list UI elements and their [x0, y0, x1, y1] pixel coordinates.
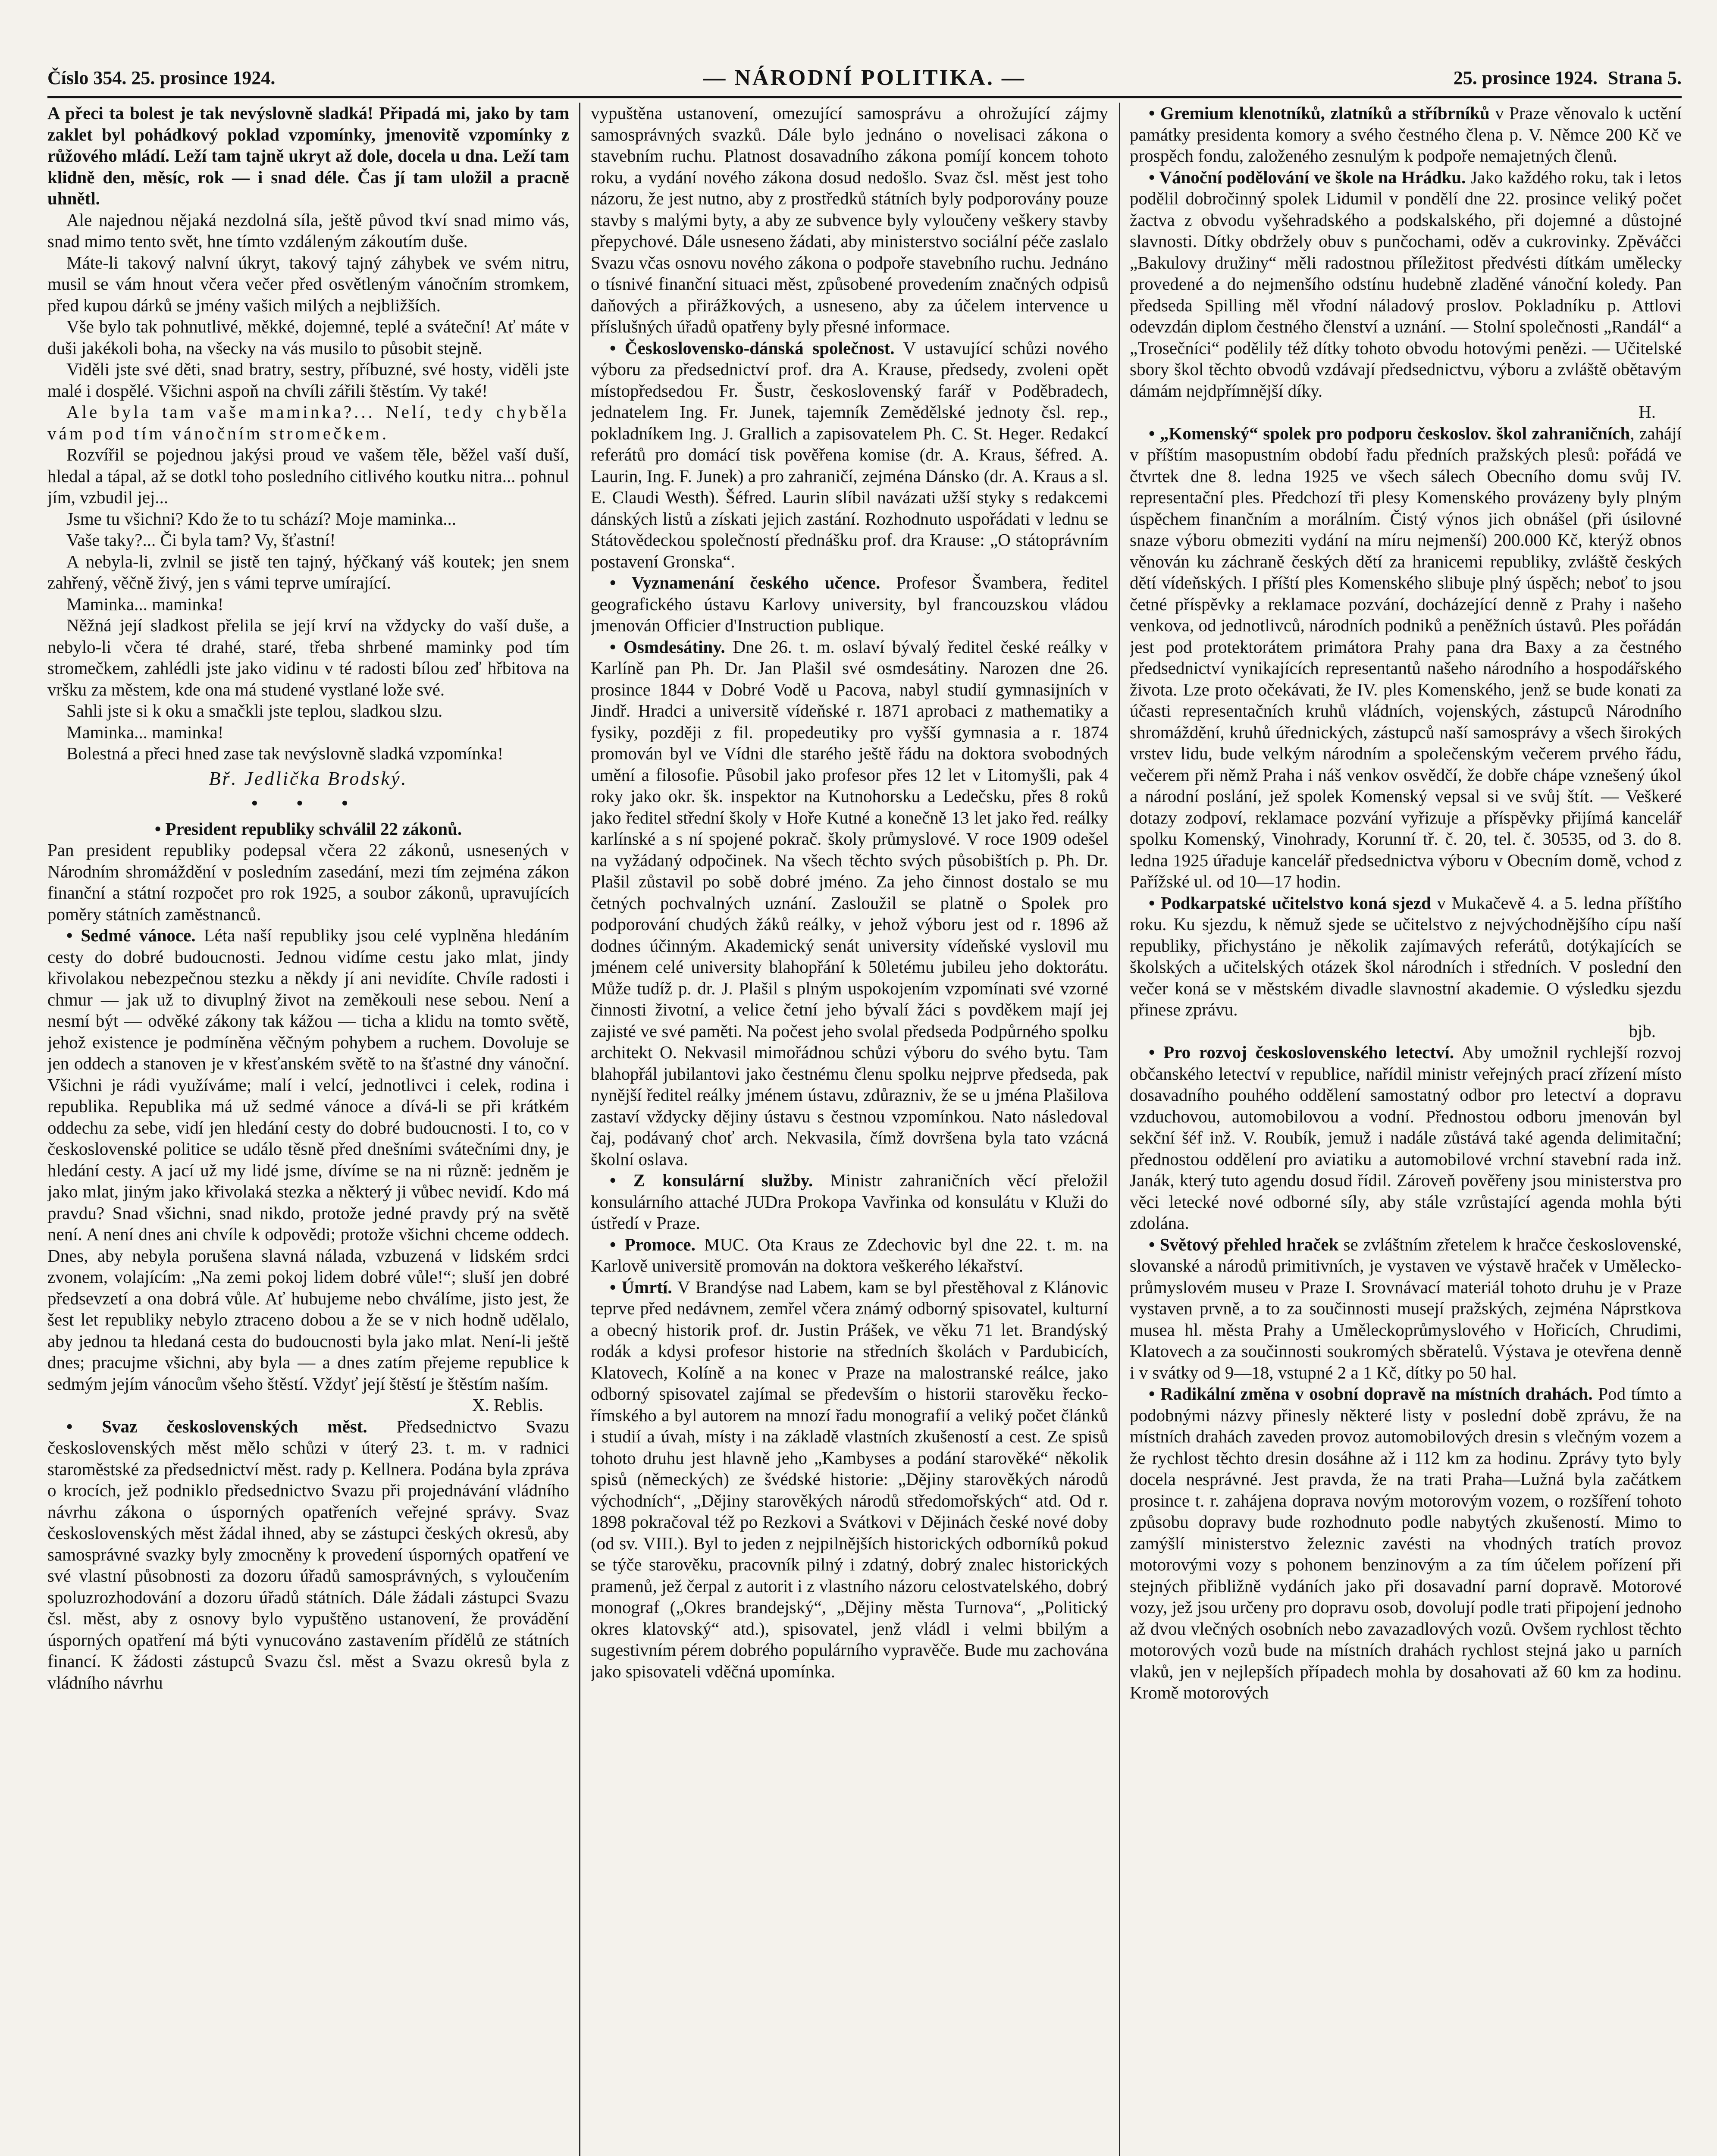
feuilleton-paragraph: Maminka... maminka! [66, 722, 224, 742]
article [1130, 1042, 1682, 1234]
feuilleton-paragraph: Maminka... maminka! [66, 594, 224, 614]
article-body: Pan president republiky podepsal včera 22 zákonů, usnesených v Národním shromáždění v posledním zasedání, mezi tím zejména zákon finanční a státní rozpočet pro rok 1925, a soubor zákonů, upravujících poměry státních zaměstnanců. [47, 840, 569, 924]
feuilleton-paragraph: Ale najednou nějaká nezdolná síla, ještě původ tkví snad mimo vás, snad mimo tento svět, hne tímto vzdáleným zákoutím duše. [47, 210, 569, 251]
feuilleton-author: Bř. Jedlička Brodský. [209, 768, 408, 789]
article [591, 1234, 1108, 1277]
feuilleton-paragraph: Vše bylo tak pohnutlivé, měkké, dojemné, teplé a sváteční! Ať máte v duši jakékoli boha, na všecky na vás musilo to působit stejně. [47, 317, 569, 358]
column-2 [591, 103, 1108, 2156]
article-body: Pod tímto a podobnými názvy přinesly některé listy v poslední době zprávu, že na místních drahách zaveden provoz automobilových dresin s vlečným vozem a že rychlost těchto dresin dosáhne až i 112 km za hodinu. Zprávy tyto byly docela nesprávné. Jest pravda, že na trati Praha—Lužná byla začátkem prosince t. r. zahájena doprava novým motorovým vozem, o rozšíření tohoto způsobu dopravy bude rozhodnuto podle nabytých zkušeností. Mimo to zamýšlí ministerstvo železnic zavésti na vhodných tratích provoz motorovými vozy s pohonem benzinovým a za tím účelem pořízení při stejných přibližně vydáních jako při dosavadní parní dopravě. Motorové vozy, jež jsou určeny pro dopravu osob, dovolují podle trati připojení jednoho až dvou vlečných osobních nebo zavazadlových vozů. Ovšem rychlost těchto motorových vozů bude na místních drahách rychlost stejná jako u parních vlaků, jen v nejlepších případech mohla by dosahovati až 60 km za hodinu. Kromě motorových [1130, 1384, 1682, 1702]
article-headline: Z konsulární služby. [633, 1170, 813, 1190]
article-body: V ustavující schůzi nového výboru za předsednictví prof. dra A. Krause, předsedy, zvoleni opět místopředsedou Fr. Šustr, československý farář v Poděbradech, jednatelem Ing. Fr. Junek, tajemník Zemědělské jednoty čsl. rep., pokladníkem Ing. J. Grallich a zapisovatelem Ph. C. St. Heger. Redakcí referátů pro domácí tisk pověřena komise (dr. A. Kraus, šéfred. A. Laurin, Ing. F. Junek) a pro zahraničí, zejména Dánsko (dr. A. Kraus a sl. E. Claudi Westh). Šéfred. Laurin slíbil navázati užší styky s redakcemi dánských listů a získati jejich zastání. Rozhodnuto uspořádati v lednu se Státovědeckou společností přednášku prof. dra Krause: „O státoprávním postavení Gronska“. [591, 338, 1108, 571]
column-3 [1130, 103, 1682, 2156]
page-number: Strana 5. [1607, 67, 1682, 88]
issue-number-and-date: Číslo 354. 25. prosince 1924. [47, 67, 276, 88]
article-headline: Vyznamenání českého učence. [631, 573, 880, 592]
feuilleton-paragraph: Sahli jste si k oku a smačkli jste teplou, sladkou slzu. [66, 701, 443, 721]
section-separator: • • • [251, 793, 365, 813]
article-body: MUC. Ota Kraus ze Zdechovic byl dne 22. t. m. na Karlově universitě promován na doktora veškerého lékařství. [591, 1234, 1108, 1275]
feuilleton-paragraph: A přeci ta bolest je tak nevýslovně sladká! Připadá mi, jako by tam zaklet byl pohádkový poklad vzpomínky, jmenovitě vzpomínky z růžového mládí. Leží tam tajně ukryt až dole, docela u dna. Leží tam klidně den, měsíc, rok — i snad déle. Čas jí tam uložil a pracně uhnětl. [47, 103, 569, 208]
column-1 [47, 103, 569, 2156]
article-headline: Podkarpatské učitelstvo koná sjezd [1161, 893, 1431, 913]
article [591, 636, 1108, 1170]
article-body: Aby umožnil rychlejší rozvoj občanského letectví v republice, nařídil ministr veřejných prací zřízení místo dosavadního pouhého oddělení samostatný odbor pro letectví a dopravu vzduchovou, automobilovou a vodní. Přednostou odboru jmenován byl sekční šéf inž. V. Roubík, jemuž i nadále zůstává také agenda delimitační; přednostou oddělení pro aviatiku a automobilové vrchní stavební rada inž. Janák, který tuto agendu dosud řídil. Zároveň pověřeny jsou ministerstva pro věci letecké nové odborné síly, aby stále vzrůstající agenda mohla býti zdolána. [1130, 1042, 1682, 1233]
article [1130, 1383, 1682, 1704]
article [1130, 1234, 1682, 1384]
article-author: X. Reblis. [472, 1395, 543, 1415]
article-author: bjb. [1629, 1021, 1656, 1041]
article [591, 572, 1108, 636]
article-body: Předsednictvo Svazu československých měst mělo schůzi v úterý 23. t. m. v radnici staroměstské za předsednictví měst. rady p. Kellnera. Podána byla zpráva o krocích, jež podniklo předsednictvo Svazu při projednávání vládního návrhu zákona o úsporných opatřeních veřejné správy. Svaz československých měst žádal ihned, aby se zástupci českých okresů, aby samosprávné svazky byly zmocněny k provedení úsporných opatření ve své vlastní působnosti za dozoru úřadů samosprávných, s vyloučením spoluzrozhodování a dozoru úřadů státních. Dále žádali zástupci Svazu čsl. měst, aby z osnovy bylo vypuštěno ustanovení, že provádění úsporných opatření má býti vynucováno zastavením přídělů ze státních financí. K žádosti zástupců Svazu čsl. měst a Svazu okresů byla z vládního návrhu [47, 1416, 569, 1692]
article-headline: Promoce. [624, 1234, 696, 1254]
article [47, 925, 569, 1395]
article-body: Jako každého roku, tak i letos podělil dobročinný spolek Lidumil v pondělí dne 22. prosince veliký počet žactva z obvodu vyšehradského a podskalského, při dojemné a důstojné slavnosti. Dítky obdržely obuv s punčochami, oděv a cukrovinky. Zpěváčci „Bakulovy družiny“ měli radostnou příležitost předvésti dítkám umělecky provedené a do nejmenšího odstínu hudebně zladěné vánoční koledy. Pan předseda Spilling měl vřodní náladový proslov. Pokladníku p. Attlovi odevzdán diplom čestného členství a uznání. — Stolní společnosti „Randál“ a „Trosečníci“ podělily též dítky tohoto obvodu hotovými penězi. — Učitelské sbory škol těchto obvodů vzdávají předsednictvu, výboru a zvláště obětavým dámám nejdpřímnější díky. [1130, 167, 1682, 401]
article-body: V Brandýse nad Labem, kam se byl přestěhoval z Klánovic teprve před nedávnem, zemřel včera známý odborný spisovatel, kulturní a obecný historik prof. dr. Justin Prášek, ve věku 71 let. Brandýský rodák a kdysi profesor historie na středních školách v Pardubicích, Klatovech, Kolíně a na konec v Praze na malostranské reálce, jako odborný spisovatel zajímal se především o historii starověku řecko-římského a byl autorem na mnozí řadu monografií a veliký počet článků i studií a úvah, místy i na základě vlastních zkušeností a cest. Ze spisů tohoto druhu jest hlavně jeho „Kambyses a podání starověké“ několik spisů (německých) ze švédské historie: „Dějiny starověkých národů východních“, „Dějiny starověkých národů středomořských“ atd. Od r. 1898 pokračoval též po Rezkovi a Svátkovi v Dějinách české nové doby (od sv. VIII.). Byl to jeden z nejpilnějších historických odborníků pokud se týče starověku, pracovník pilný i zdatný, dobrý znalec historických pramenů, jež čerpal z autorit i z vlastního názoru celostvatelského, dobrý monograf („Okres brandejský“, „Dějiny města Turnova“, „Politický okres klatovský“ atd.), spisovatel, jenž vládl i velmi bbilým a sugestivním pérem dobrého populárního vypravěče. Bude mu zachována jako spisovateli vděčná upomínka. [591, 1277, 1108, 1681]
article-headline: • President republiky schválil 22 zákonů. [47, 818, 569, 840]
article-body: Dne 26. t. m. oslaví bývalý ředitel české reálky v Karlíně pan Ph. Dr. Jan Plašil své osmdesátiny. Narozen dne 26. prosince 1844 v Dobré Vodě u Pacova, nabyl studií gymnasijních v Jindř. Hradci a universitě vídeňské r. 1871 aprobaci z mathematiky a fysiky, později z fil. propedeutiky pro vyšší gymnasia a r. 1874 promován byl ve Vídni dle starého ještě řádu na doktora svobodných umění a filosofie. Působil jako profesor přes 12 let v Litomyšli, pak 4 roky jako okr. šk. inspektor na Kutnohorsku a Ledečsku, přes 8 roků jako ředitel střední školy v Hoře Kutné a konečně 13 let jako řed. reálky karlínské a s ní spojené pokrač. školy průmyslové. V roce 1909 odešel na vyžádaný odpočinek. Na všech těchto svých působištích p. Ph. Dr. Plašil zůstavil po sobě dobré jméno. Za jeho činnost dostalo se mu četných pochvalných uznání. Zasloužil se platně o Spolek pro podporování chudých žáků reálky, v jehož výboru jest od r. 1896 až dodnes účinným. Akademický senát university vídeňské vyslovil mu jménem celé university blahopřání k 50letému jubileu jeho doktorátu. Může tudíž p. dr. J. Plašil s plným uspokojením vzpomínati své vzorné činnosti životní, a velice četní jeho bývalí žáci s povděkem mají jej zajisté ve své paměti. Na počest jeho svolal předseda Podpůrného spolku architekt O. Nekvasil mimořádnou schůzi výboru do svého bytu. Tam blahopřál jubilantovi jako čestnému členu spolku nejprve předseda, pak nynější ředitel reálky jménem ústavu, zdůrazniv, že se u jména Plašilova zastaví vždycky dějiny ústavu s čestnou vzpomínkou. Nato následoval čaj, podávaný choť arch. Nekvasila, čímž dovršena byla tato vzácná školní oslava. [591, 636, 1108, 1169]
article-body: Profesor Švambera, ředitel geografického ústavu Karlovy university, byl francouzskou vládou jmenován Officier d'Instruction publique. [591, 573, 1108, 635]
feuilleton-paragraph: Ale byla tam vaše maminka?... Nelí, tedy chyběla vám pod tím vánočním stromečkem. [47, 402, 569, 443]
article [591, 338, 1108, 573]
article-headline: Úmrtí. [621, 1277, 672, 1297]
feuilleton-paragraph: Bolestná a přeci hned zase tak nevýslovně sladká vzpomínka! [66, 743, 504, 763]
article-body: v Praze věnovalo k uctění památky presidenta komory a svého čestného člena p. V. Němce 200 Kč ve prospěch fondu, založeného zesnulým k podpoře nemajetných členů. [1130, 103, 1682, 166]
article-headline: Gremium klenotníků, zlatníků a stříbrníků [1160, 103, 1490, 123]
article-headline: Sedmé vánoce. [81, 925, 196, 945]
article-headline: Pro rozvoj československého letectví. [1163, 1042, 1454, 1062]
masthead-date: 25. prosince 1924. [1453, 67, 1598, 88]
masthead-rule [47, 96, 1682, 98]
article [591, 1170, 1108, 1234]
feuilleton-paragraph: Jsme tu všichni? Kdo že to tu schází? Moje maminka... [66, 508, 457, 529]
article-headline: Československo-dánská společnost. [624, 338, 895, 358]
article-body: v Mukačevě 4. a 5. ledna příštího roku. Ku sjezdu, k němuž sjede se učitelstvo z nejvýchodnějšího cípu naší republiky, přichystáno je několik zajímavých referátů, dotýkajících se školských a učitelských otázek škol národních i středních. V poslední den večer koná se v městském divadle slavnostní akademie. O výsledku sjezdu přinese zprávu. [1130, 893, 1682, 1019]
article [1130, 893, 1682, 1021]
column-divider [579, 103, 580, 2156]
article-author: H. [1639, 402, 1656, 422]
article [591, 1277, 1108, 1683]
feuilleton-paragraph: Viděli jste své děti, snad bratry, sestry, příbuzné, své hosty, viděli jste malé i dospělé. Všichni aspoň na chvíli zářili štěstím. Vy také! [47, 359, 569, 401]
newspaper-title: — NÁRODNÍ POLITIKA. — [703, 65, 1026, 90]
article-body: , zahájí v příštím masopustním období řadu předních pražských plesů: pořádá ve čtvrtek dne 8. ledna 1925 ve všech sálech Obecního domu svůj IV. representační ples. Předchozí tři plesy Komenského provázeny byly plným úspěchem finančním a morálním. Čistý výnos jich obnášel (při úsilovné snaze výboru obmeziti vydání na míru nejmenší) 200.000 Kč, kterýž obnos věnován ku záchraně českých dětí za hranicemi republiky, zvláště českých dětí vídeňských. I příští ples Komenského slibuje plný úspěch; neboť to jsou četné příspěvky a reklamace pozvání, docházející denně z Prahy i našeho venkova, od jednotlivců, národních podniků a peněžních ústavů. Ples pořádán jest pod protektorátem primátora Prahy pana dra Baxy a za čestného předsednictví vynikajících representantů našeho národního a hospodářského života. Lze proto očekávati, že IV. ples Komenského, jenž se bude konati za účasti representačních kruhů vládních, vojenských, zástupců Národního shromáždění, kruhů úřednických, zástupců naší samosprávy a všech širokých vrstev lidu, bude velkým národním a společenským večerem prvého řádu, večerem při němž Praha i náš venkov osvědčí, že dobře chápe vznešený úkol a národní poslání, jež spolek Komenský vepsal si ve svůj štít. — Veškeré dotazy zodpoví, reklamace pozvání vyřizuje a příspěvky přijímá kancelář spolku Komenský, Vinohrady, Korunní tř. č. 20, tel. č. 30535, od 3. do 8. ledna 1925 úřaduje kancelář předsednictva výboru v Obecním domě, vchod z Pařížské ul. od 10—17 hodin. [1130, 423, 1682, 891]
feuilleton-paragraph: A nebyla-li, zvlnil se jistě ten tajný, hýčkaný váš koutek; jen snem zahřený, věčně živý, jen s vámi teprve umírající. [47, 551, 569, 592]
article-headline: Vánoční podělování ve škole na Hrádku. [1159, 167, 1466, 187]
article-headline: Radikální změna v osobní dopravě na místních drahách. [1160, 1384, 1593, 1404]
article-body: se zvláštním zřetelem k hračce československé, slovanské a národů primitivních, je vystaven ve výstavě hraček v Umělecko-průmyslovém museu v Praze I. Srovnávací materiál tohoto druhu je v Praze vystaven prvně, a to za součinnosti musejí pražských, zejména Náprstkova musea hl. města Prahy a Uměleckoprůmyslového v Hořicích, Chrudimi, Klatovech a za součinnosti soukromých sběratelů. Výstava je otevřena denně i v svátky od 9—18, vstupné 2 a 1 Kč, dítky po 50 hal. [1130, 1234, 1682, 1382]
article [1130, 423, 1682, 893]
masthead [47, 60, 1682, 95]
article [47, 1416, 569, 1694]
masthead-right [1454, 67, 1682, 89]
article-body: Ministr zahraničních věcí přeložil konsulárního attaché JUDra Prokopa Vavřinka od konsulátu v Kluži do ústředí v Praze. [591, 1170, 1108, 1233]
article [1130, 103, 1682, 167]
feuilleton-paragraph: Máte-li takový nalvní úkryt, takový tajný záhybek ve svém nitru, musil se vám hnout včera večer před osvětleným vánočním stromkem, před kupou dárků se jmény vašich milých a nejbližších. [47, 252, 569, 315]
feuilleton-paragraph: Vaše taky?... Či byla tam? Vy, šťastní! [66, 530, 336, 550]
feuilleton-paragraph: Něžná její sladkost přelila se její krví na vždycky do vaší duše, a nebylo-li včera té drahé, staré, třeba shrbené maminky pod tím stromečkem, zahlédli jste jako vidinu v té radosti bílou zeď hřbitova na vršku za městem, kde ona má studené vystlané lože své. [47, 615, 569, 699]
article-headline: Osmdesátiny. [624, 636, 725, 657]
article [1130, 167, 1682, 402]
article-headline: „Komenský“ spolek pro podporu českoslov. škol zahraničních [1159, 423, 1630, 443]
article-body: Léta naší republiky jsou celé vyplněna hledáním cesty do dobré budoucnosti. Jednou vidíme cestu jako mlat, jindy křivolakou nebezpečnou stezku a někdy jí ani nevidíte. Chvíle radosti i chmur — jak už to divuplný život na zeměkouli nese sebou. Není a nesmí být — odvěké zákony tak kážou — ticha a klidu na tomto světě, jehož existence je podmíněna věčným pohybem a ruchem. Dovoluje se jen oddech a stanoven je v křesťanském světě to na šťastné dny vánoční. Všichni je rádi využíváme; malí i velcí, jednotlivci i celek, rodina i republika. Republika má už sedmé vánoce a dívá-li se při krátkém oddechu za sebe, vidí jen hledání cesty do dobré budoucnosti. I to, co v československé politice se událo těsně před dnešními svátečními dny, je hledání cesty. A jací už my lidé jsme, dívíme se na ni různě: jedněm je jako mlat, jiným jako křivolaká stezka a některý ji vůbec nevidí. Kdo má pravdu? Snad všichni, snad nikdo, protože jedné pravdy prý na světě není. A není dnes ani chvíle k odpovědi; protože všichni chceme oddech. Dnes, aby nebyla porušena slavná nálada, vzbuzená v lidském srdci zvonem, volajícím: „Na zemi pokoj lidem dobré vůle!“; sluší jen dobré předsevzetí a ona dobrá vůle. Ať hubujeme nebo chválíme, jisto jest, že šest let republiky nebylo ztraceno dobou a že se v nich hodně udělalo, aby jednou ta hledaná cesta do budoucnosti byla jako mlat. Není-li ještě dnes; pracujme všichni, aby byla — a dnes zatím přejeme republice k sedmým jejím vánocům všeho štěstí. Vždyť její štěstí je štěstím naším. [47, 925, 569, 1394]
feuilleton-paragraph: Rozvířil se pojednou jakýsi proud ve vašem těle, běžel vaší duší, hledal a tápal, až se dotkl toho posledního citlivého koutku nitra... pohnul jím, vzbudil jej... [47, 445, 569, 507]
article-headline: Svaz československých měst. [102, 1416, 367, 1436]
article-body-continued: vypuštěna ustanovení, omezující samosprávu a ohrožující zájmy samosprávných svazků. Dále bylo jednáno o novelisaci zákona o stavebním ruchu. Platnost dosavadního zákona pomíjí koncem tohoto roku, a vydání nového zákona dosud nedošlo. Svaz čsl. měst jest toho názoru, že jest nutno, aby z prostředků státních byly podporovány pouze stavby s malými byty, a aby ze subvence byly vyloučeny veškery stavby přepychové. Dále usneseno žádati, aby ministerstvo sociální péče zaslalo Svazu včas osnovu nového zákona o podpoře stavebního ruchu. Jednáno o tísnivé finanční situaci měst, způsobené provedením značných odpisů daňových a přirážkových, a usneseno, aby za účelem intervence u příslušných úřadů opatřeny byly přesné informace. [591, 103, 1108, 336]
column-divider [1119, 103, 1120, 2156]
article-headline: Světový přehled hraček [1159, 1234, 1339, 1254]
